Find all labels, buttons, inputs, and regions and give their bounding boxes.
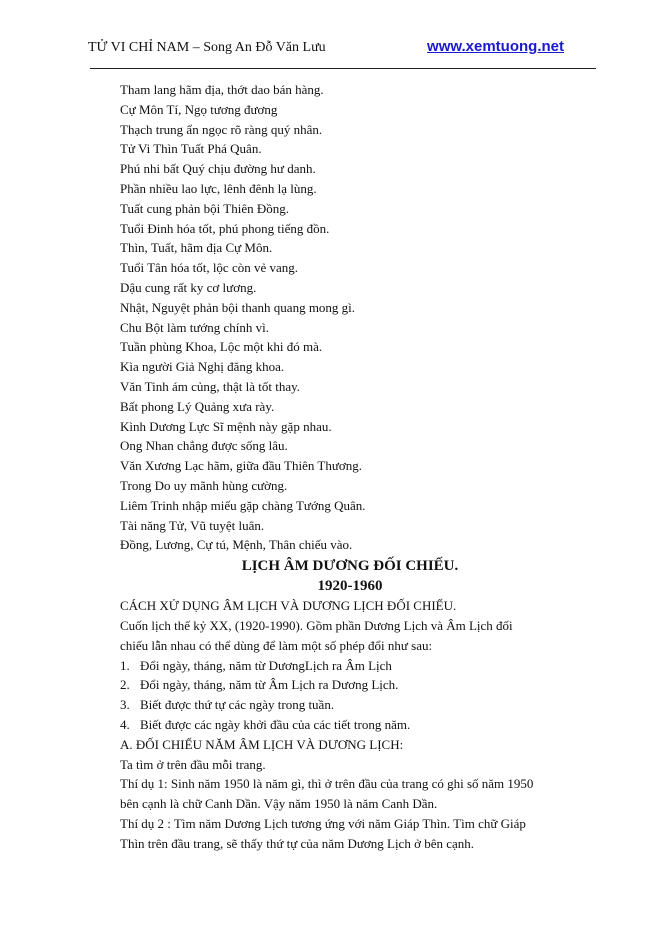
usage-heading: CÁCH XỬ DỤNG ÂM LỊCH VÀ DƯƠNG LỊCH ĐỐI CHIẾU. [120, 598, 457, 614]
list-text: Đổi ngày, tháng, năm từ Âm Lịch ra Dương Lịch. [140, 677, 399, 693]
poem-line: Tuổi Đinh hóa tốt, phú phong tiếng đồn. [120, 220, 330, 236]
list-number: 1. [120, 657, 130, 673]
list-item [120, 656, 580, 676]
poem-line: Tham lang hãm địa, thớt dao bán hàng. [120, 82, 324, 97]
page-body [120, 80, 580, 853]
poem-line: Phần nhiều lao lực, lênh đênh lạ lùng. [120, 180, 317, 196]
section-year-range: 1920-1960 [317, 578, 383, 595]
poem-line: Liêm Trinh nhập miếu gặp chàng Tướng Quân. [120, 497, 366, 513]
poem-line: Dậu cung rất ky cơ lương. [120, 279, 257, 295]
section-a-line: bên cạnh là chữ Canh Dần. Vậy năm 1950 là năm Canh Dần. [120, 796, 438, 812]
section-a-line: Ta tìm ở trên đầu mỗi trang. [120, 756, 266, 772]
section-title: LỊCH ÂM DƯƠNG ĐỐI CHIẾU. [241, 558, 459, 575]
header-book-title: TỬ VI CHỈ NAM – Song An Đỗ Văn Lưu [88, 40, 326, 55]
list-item [120, 715, 580, 735]
poem-line: Chu Bột làm tướng chính vì. [120, 319, 269, 335]
poem-line: Ong Nhan chẳng được sống lâu. [120, 438, 288, 454]
header-rule [90, 68, 596, 69]
list-text: Đổi ngày, tháng, năm từ DươngLịch ra Âm Lịch [140, 657, 392, 673]
section-a-heading: A. ĐỐI CHIẾU NĂM ÂM LỊCH VÀ DƯƠNG LỊCH: [120, 736, 404, 752]
list-item [120, 675, 580, 695]
poem-line: Văn Xương Lạc hãm, giữa đầu Thiên Thương. [120, 458, 362, 474]
poem-line: Thạch trung ẩn ngọc rõ ràng quý nhân. [120, 121, 323, 137]
list-text: Biết được thứ tự các ngày trong tuần. [140, 697, 335, 713]
intro-line: chiếu lẫn nhau có thể dùng để làm một số phép đổi như sau: [120, 637, 433, 653]
section-a-line: Thí dụ 2 : Tìm năm Dương Lịch tương ứng với năm Giáp Thìn. Tìm chữ Giáp [120, 815, 526, 831]
list-number: 4. [120, 716, 130, 732]
poem-line: Tử Vi Thìn Tuất Phá Quân. [120, 141, 262, 157]
feature-list [120, 656, 580, 735]
poem-line: Tuổi Tân hóa tốt, lộc còn vẻ vang. [120, 260, 299, 276]
list-number: 3. [120, 697, 130, 713]
poem-block [120, 80, 580, 555]
poem-line: Tài năng Tử, Vũ tuyệt luân. [120, 517, 265, 533]
poem-line: Cự Môn Tí, Ngọ tương đương [120, 101, 278, 117]
list-text: Biết được các ngày khởi đầu của các tiết trong năm. [140, 716, 411, 732]
poem-line: Tuần phùng Khoa, Lộc một khi đó mà. [120, 339, 323, 355]
poem-line: Kìa người Giả Nghị đăng khoa. [120, 359, 285, 375]
list-item [120, 695, 580, 715]
poem-line: Bất phong Lý Quảng xưa rày. [120, 398, 275, 414]
poem-line: Trong Do uy mãnh hùng cường. [120, 477, 288, 493]
poem-line: Phú nhi bất Quý chịu đường hư danh. [120, 161, 316, 177]
poem-line: Đồng, Lương, Cự tú, Mệnh, Thân chiếu vào. [120, 537, 353, 553]
poem-line: Văn Tinh ám củng, thật là tốt thay. [120, 378, 301, 394]
poem-line: Nhật, Nguyệt phản bội thanh quang mong gì. [120, 299, 356, 315]
list-number: 2. [120, 677, 130, 693]
poem-line: Tuất cung phản bội Thiên Đồng. [120, 200, 289, 216]
section-a-line: Thìn trên đầu trang, sẽ thấy thứ tự của năm Dương Lịch ở bên cạnh. [120, 835, 475, 851]
poem-line: Kình Dương Lực Sĩ mệnh này gặp nhau. [120, 418, 332, 434]
poem-line: Thìn, Tuất, hãm địa Cự Môn. [120, 240, 273, 256]
header-website-link[interactable]: www.xemtuong.net [427, 38, 564, 55]
section-a-line: Thí dụ 1: Sinh năm 1950 là năm gì, thì ở trên đầu của trang có ghi số năm 1950 [120, 776, 534, 792]
intro-line: Cuốn lịch thế kỷ XX, (1920-1990). Gồm phần Dương Lịch và Âm Lịch đối [120, 617, 513, 633]
page-header [88, 40, 564, 62]
